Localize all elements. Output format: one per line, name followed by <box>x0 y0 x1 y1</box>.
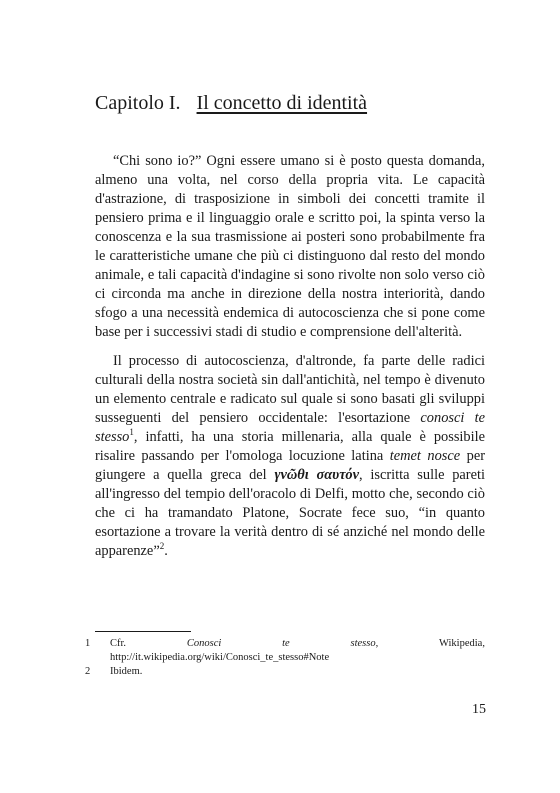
footnote-1-word: Cfr. <box>110 638 127 649</box>
chapter-title: Il concetto di identità <box>196 92 368 114</box>
greek-phrase: γνῶθι σαυτόν <box>274 467 359 483</box>
footnote-1-word: Wikipedia, <box>439 638 485 649</box>
footnote-ref-1: 1 <box>129 427 134 438</box>
paragraph-2-part-2: , infatti, ha una storia millenaria, alla quale è possibile risalire passando per l'omologa locuzione latina <box>95 429 485 464</box>
paragraph-1: “Chi sono io?” Ogni essere umano si è posto questa domanda, almeno una volta, nel corso della propria vita. Le capacità d'astrazione, di trasposizione in simboli dei concetti tramite il pensiero prima e il linguaggio orale e scritto poi, la spinta verso la conoscenza e la sua trasmissione ai posteri sono probabilmente fra le caratteristiche umane che più ci distinguono dal resto del mondo animale, e tali capacità d'indagine si sono rivolte non solo verso ciò ci circonda ma anche in direzione della nostra interiorità, dando sfogo a una necessità endemica di autocoscienza che si pone come base per i successivi stadi di studio e comprensione dell'alterità. <box>95 153 485 340</box>
footnote-divider <box>95 631 191 632</box>
footnote-number: 1 <box>85 638 91 649</box>
paragraph-2-part-3: per giungere a quella greca del <box>95 448 485 483</box>
paragraph-2 <box>95 352 485 561</box>
footnote-1-word: stesso, <box>350 638 379 649</box>
body-text <box>95 152 485 571</box>
footnote-2 <box>85 665 485 679</box>
footnote-ref-2: 2 <box>159 541 165 552</box>
latin-phrase-conosci: conosci te stesso <box>95 410 485 445</box>
latin-phrase-temet: temet nosce <box>389 448 461 464</box>
footnote-1 <box>85 637 485 665</box>
page-number: 15 <box>472 702 486 717</box>
footnotes <box>85 637 485 679</box>
chapter-heading <box>95 90 495 116</box>
paragraph-2-part-1: Il processo di autocoscienza, d'altronde, fa parte delle radici culturali della nostra società sin dall'antichità, nel tempo è divenuto un elemento centrale e radicato sul quale si sono basati gli sviluppi susseguenti del pensiero occidentale: l'esortazione <box>95 353 485 426</box>
chapter-label: Capitolo I. <box>95 92 181 114</box>
footnote-number: 2 <box>85 666 91 677</box>
footnote-1-word: te <box>282 638 290 649</box>
paragraph-2-part-5: . <box>164 543 168 559</box>
footnote-1-url: http://it.wikipedia.org/wiki/Conosci_te_stesso#Note <box>110 652 330 663</box>
footnote-2-text: Ibidem. <box>110 666 143 677</box>
footnote-1-word: Conosci <box>186 638 222 649</box>
paragraph-2-part-4: , iscritta sulle pareti all'ingresso del tempio dell'oracolo di Delfi, motto che, secondo ciò che ci ha tramandato Platone, Socrate fece suo, “in quanto esortazione a trovare la verità dentro di sé anziché nel mondo delle apparenze” <box>95 467 485 559</box>
